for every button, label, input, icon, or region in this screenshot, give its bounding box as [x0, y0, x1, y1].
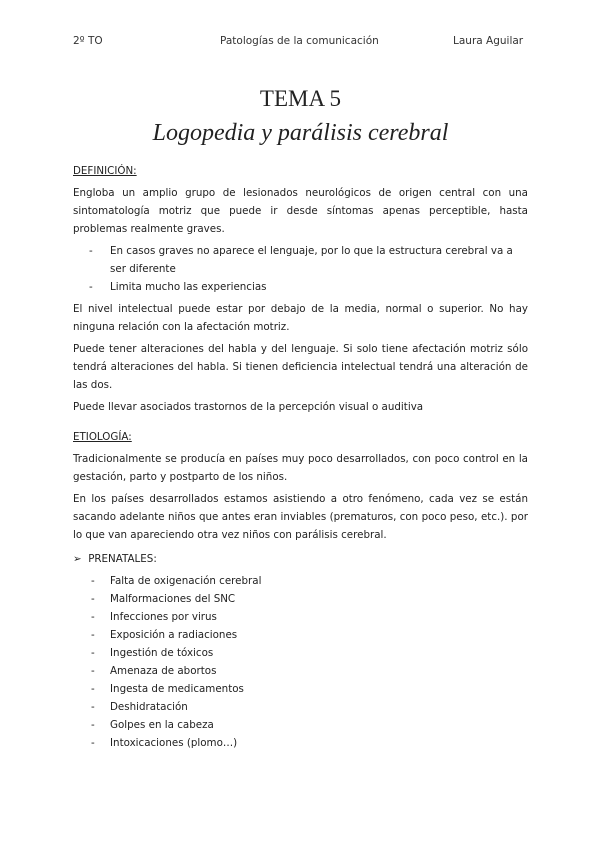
arrow-bullet-icon: ➢ [73, 553, 89, 565]
section-heading-etiologia: ETIOLOGÍA: [73, 431, 132, 443]
prenatales-label: PRENATALES: [88, 553, 157, 565]
list-item: - Exposición a radiaciones [73, 626, 528, 644]
document-subtitle: Logopedia y parálisis cerebral [152, 120, 449, 146]
document-page [73, 84, 528, 752]
paragraph: Engloba un amplio grupo de lesionados neurológicos de origen central con una sintomatología motriz que puede ir desde síntomas apenas perceptible, hasta problemas realmente graves. [73, 187, 528, 235]
header-course: 2º TO [73, 35, 103, 47]
header-author: Laura Aguilar [453, 35, 524, 47]
paragraph: Tradicionalmente se producía en países muy poco desarrollados, con poco control en la gestación, parto y postparto de los niños. [73, 453, 528, 483]
paragraph: Puede llevar asociados trastornos de la percepción visual o auditiva [73, 401, 424, 413]
header-subject: Patologías de la comunicación [220, 35, 379, 47]
paragraph: Puede tener alteraciones del habla y del lenguaje. Si solo tiene afectación motriz sólo tendrá alteraciones del habla. Si tienen deficiencia intelectual tendrá una alteración de las dos. [73, 343, 528, 391]
list-item: - Ingesta de medicamentos [73, 680, 528, 698]
section-heading-definicion: DEFINICIÓN: [73, 165, 137, 177]
list-item: - En casos graves no aparece el lenguaje, por lo que la estructura cerebral va a ser diferente [73, 242, 528, 278]
list-item: - Deshidratación [73, 698, 528, 716]
list-item: - Limita mucho las experiencias [73, 278, 528, 296]
list-item: - Malformaciones del SNC [73, 590, 528, 608]
paragraph: El nivel intelectual puede estar por debajo de la media, normal o superior. No hay ninguna relación con la afectación motriz. [73, 303, 528, 333]
list-item: - Amenaza de abortos [73, 662, 528, 680]
bullet-list [73, 242, 528, 296]
paragraph: En los países desarrollados estamos asistiendo a otro fenómeno, cada vez se están sacando adelante niños que antes eran inviables (prematuros, con poco peso, etc.). por lo que van apareciendo otra vez niños con parálisis cerebral. [73, 493, 528, 541]
list-item: - Ingestión de tóxicos [73, 644, 528, 662]
list-item: - Intoxicaciones (plomo…) [73, 734, 528, 752]
document-title: TEMA 5 [259, 86, 342, 111]
prenatales-heading [73, 550, 528, 568]
list-item: - Infecciones por virus [73, 608, 528, 626]
list-item: - Falta de oxigenación cerebral [73, 572, 528, 590]
list-item: - Golpes en la cabeza [73, 716, 528, 734]
prenatales-list [73, 572, 528, 752]
